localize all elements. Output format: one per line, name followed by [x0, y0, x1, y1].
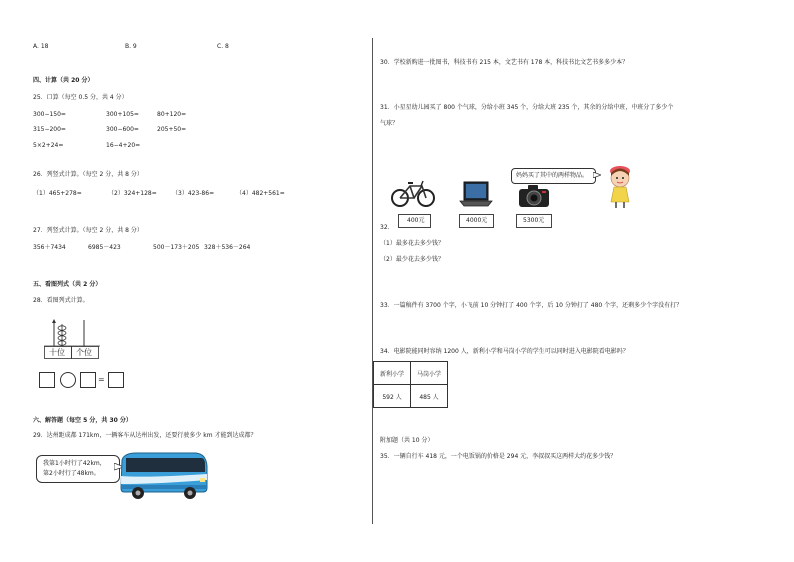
section-4-title: 四、计算（共 20 分）	[33, 77, 94, 84]
table-row	[374, 362, 448, 385]
table-cell-magang: 485 人	[411, 385, 448, 408]
laptop-icon	[458, 180, 494, 208]
oral-item: 300−150=	[33, 111, 66, 118]
table-header-xinli: 新利小学	[374, 362, 411, 385]
q34-text: 34．电影院能同时容纳 1200 人，新利小学和马岗小学的学生可以同时进入电影院看电影吗？	[380, 348, 629, 355]
q33-text: 33．一篇稿件有 3700 个字，小飞前 10 分钟打了 400 个字，后 10 分钟打了 480 个字，还剩多少个字没有打？	[380, 302, 683, 309]
answer-box-2[interactable]	[80, 372, 96, 388]
option-b: B. 9	[125, 43, 137, 50]
option-a: A. 18	[33, 43, 49, 50]
q27-item: 500－173＋205	[153, 244, 200, 251]
q32-sub2: （2）最少花去多少钱？	[380, 256, 444, 263]
girl-speech-bubble	[511, 168, 596, 184]
q27-item: 356＋7434	[33, 244, 66, 251]
q35-text: 35．一辆自行车 418 元，一个电饭锅的价格是 294 元，李叔叔买这两样大约花多少钱？	[380, 453, 617, 460]
oral-item: 300−600=	[106, 126, 139, 133]
abacus-tens-label: 十位	[49, 348, 65, 357]
price-laptop: 4000元	[466, 217, 488, 224]
abacus-ones-label: 个位	[76, 348, 92, 357]
answer-box-1[interactable]	[39, 372, 55, 388]
price-box-bicycle	[398, 214, 431, 228]
oral-item: 80+120=	[157, 111, 187, 118]
q26-item: （2）324+128=	[108, 190, 157, 197]
oral-item: 5×2+24=	[33, 142, 64, 149]
answer-box-3[interactable]	[108, 372, 124, 388]
bonus-title: 附加题（共 10 分）	[380, 437, 434, 444]
oral-item: 315−200=	[33, 126, 66, 133]
q31-line-1: 31．小星星幼儿园买了 800 个气球，分给小班 345 个，分给大班 235 个，其余的分给中班，中班分了多少个	[380, 104, 674, 111]
girl-speech-text: 妈妈买了其中的两样物品。	[516, 172, 589, 179]
q28-text: 28．看图列式计算。	[33, 297, 89, 304]
q26-item: （3）423-86=	[172, 190, 215, 197]
q25-text: 25．口算（每空 0.5 分，共 4 分）	[33, 94, 128, 101]
bus-speech-bubble	[36, 455, 120, 483]
school-table	[373, 361, 448, 408]
oral-item: 16−4+20=	[106, 142, 141, 149]
bus-icon	[118, 450, 210, 502]
girl-icon	[603, 164, 637, 210]
q30-text: 30．学校新购进一批图书，科技书有 215 本，文艺书有 178 本，科技书比文艺书多多少本？	[380, 59, 629, 66]
oral-item: 205+50=	[157, 126, 187, 133]
abacus-figure	[44, 318, 100, 360]
bubble-line-1: 我第1小时行了42km，	[43, 460, 106, 467]
table-cell-xinli: 592 人	[374, 385, 411, 408]
girl-bubble-tail-icon	[593, 172, 601, 178]
price-box-camera	[516, 214, 552, 228]
q32-sub1: （1）最多花去多少钱？	[380, 240, 444, 247]
option-c: C. 8	[217, 43, 229, 50]
q32-text: 32．	[380, 224, 394, 231]
price-box-laptop	[459, 214, 494, 228]
q31-line-2: 气球？	[380, 120, 399, 127]
camera-icon	[518, 184, 550, 208]
bubble-line-2: 第2小时行了48km。	[43, 470, 100, 477]
bicycle-icon	[390, 178, 436, 208]
q26-item: （4）482+561=	[236, 190, 285, 197]
operator-circle[interactable]	[60, 372, 76, 388]
oral-item: 300+105=	[106, 111, 139, 118]
section-6-title: 六、解答题（每空 5 分，共 30 分）	[33, 417, 132, 424]
q27-text: 27．列竖式计算。（每空 2 分，共 8 分）	[33, 227, 143, 234]
q26-item: （1）465+278=	[33, 190, 82, 197]
column-divider	[372, 38, 373, 524]
q27-item: 6985－423	[88, 244, 121, 251]
q27-item: 328＋536－264	[204, 244, 251, 251]
q29-text: 29．达州距成都 171km，一辆客车从达州出发，还要行驶多少 km 才能到达成都？	[33, 432, 257, 439]
q26-text: 26．列竖式计算。（每空 2 分，共 8 分）	[33, 171, 143, 178]
table-row	[374, 385, 448, 408]
price-bicycle: 400元	[407, 217, 425, 224]
section-5-title: 五、看图列式（共 2 分）	[33, 281, 102, 288]
table-header-magang: 马岗小学	[411, 362, 448, 385]
price-camera: 5300元	[523, 217, 545, 224]
equals-sign: =	[98, 375, 105, 384]
